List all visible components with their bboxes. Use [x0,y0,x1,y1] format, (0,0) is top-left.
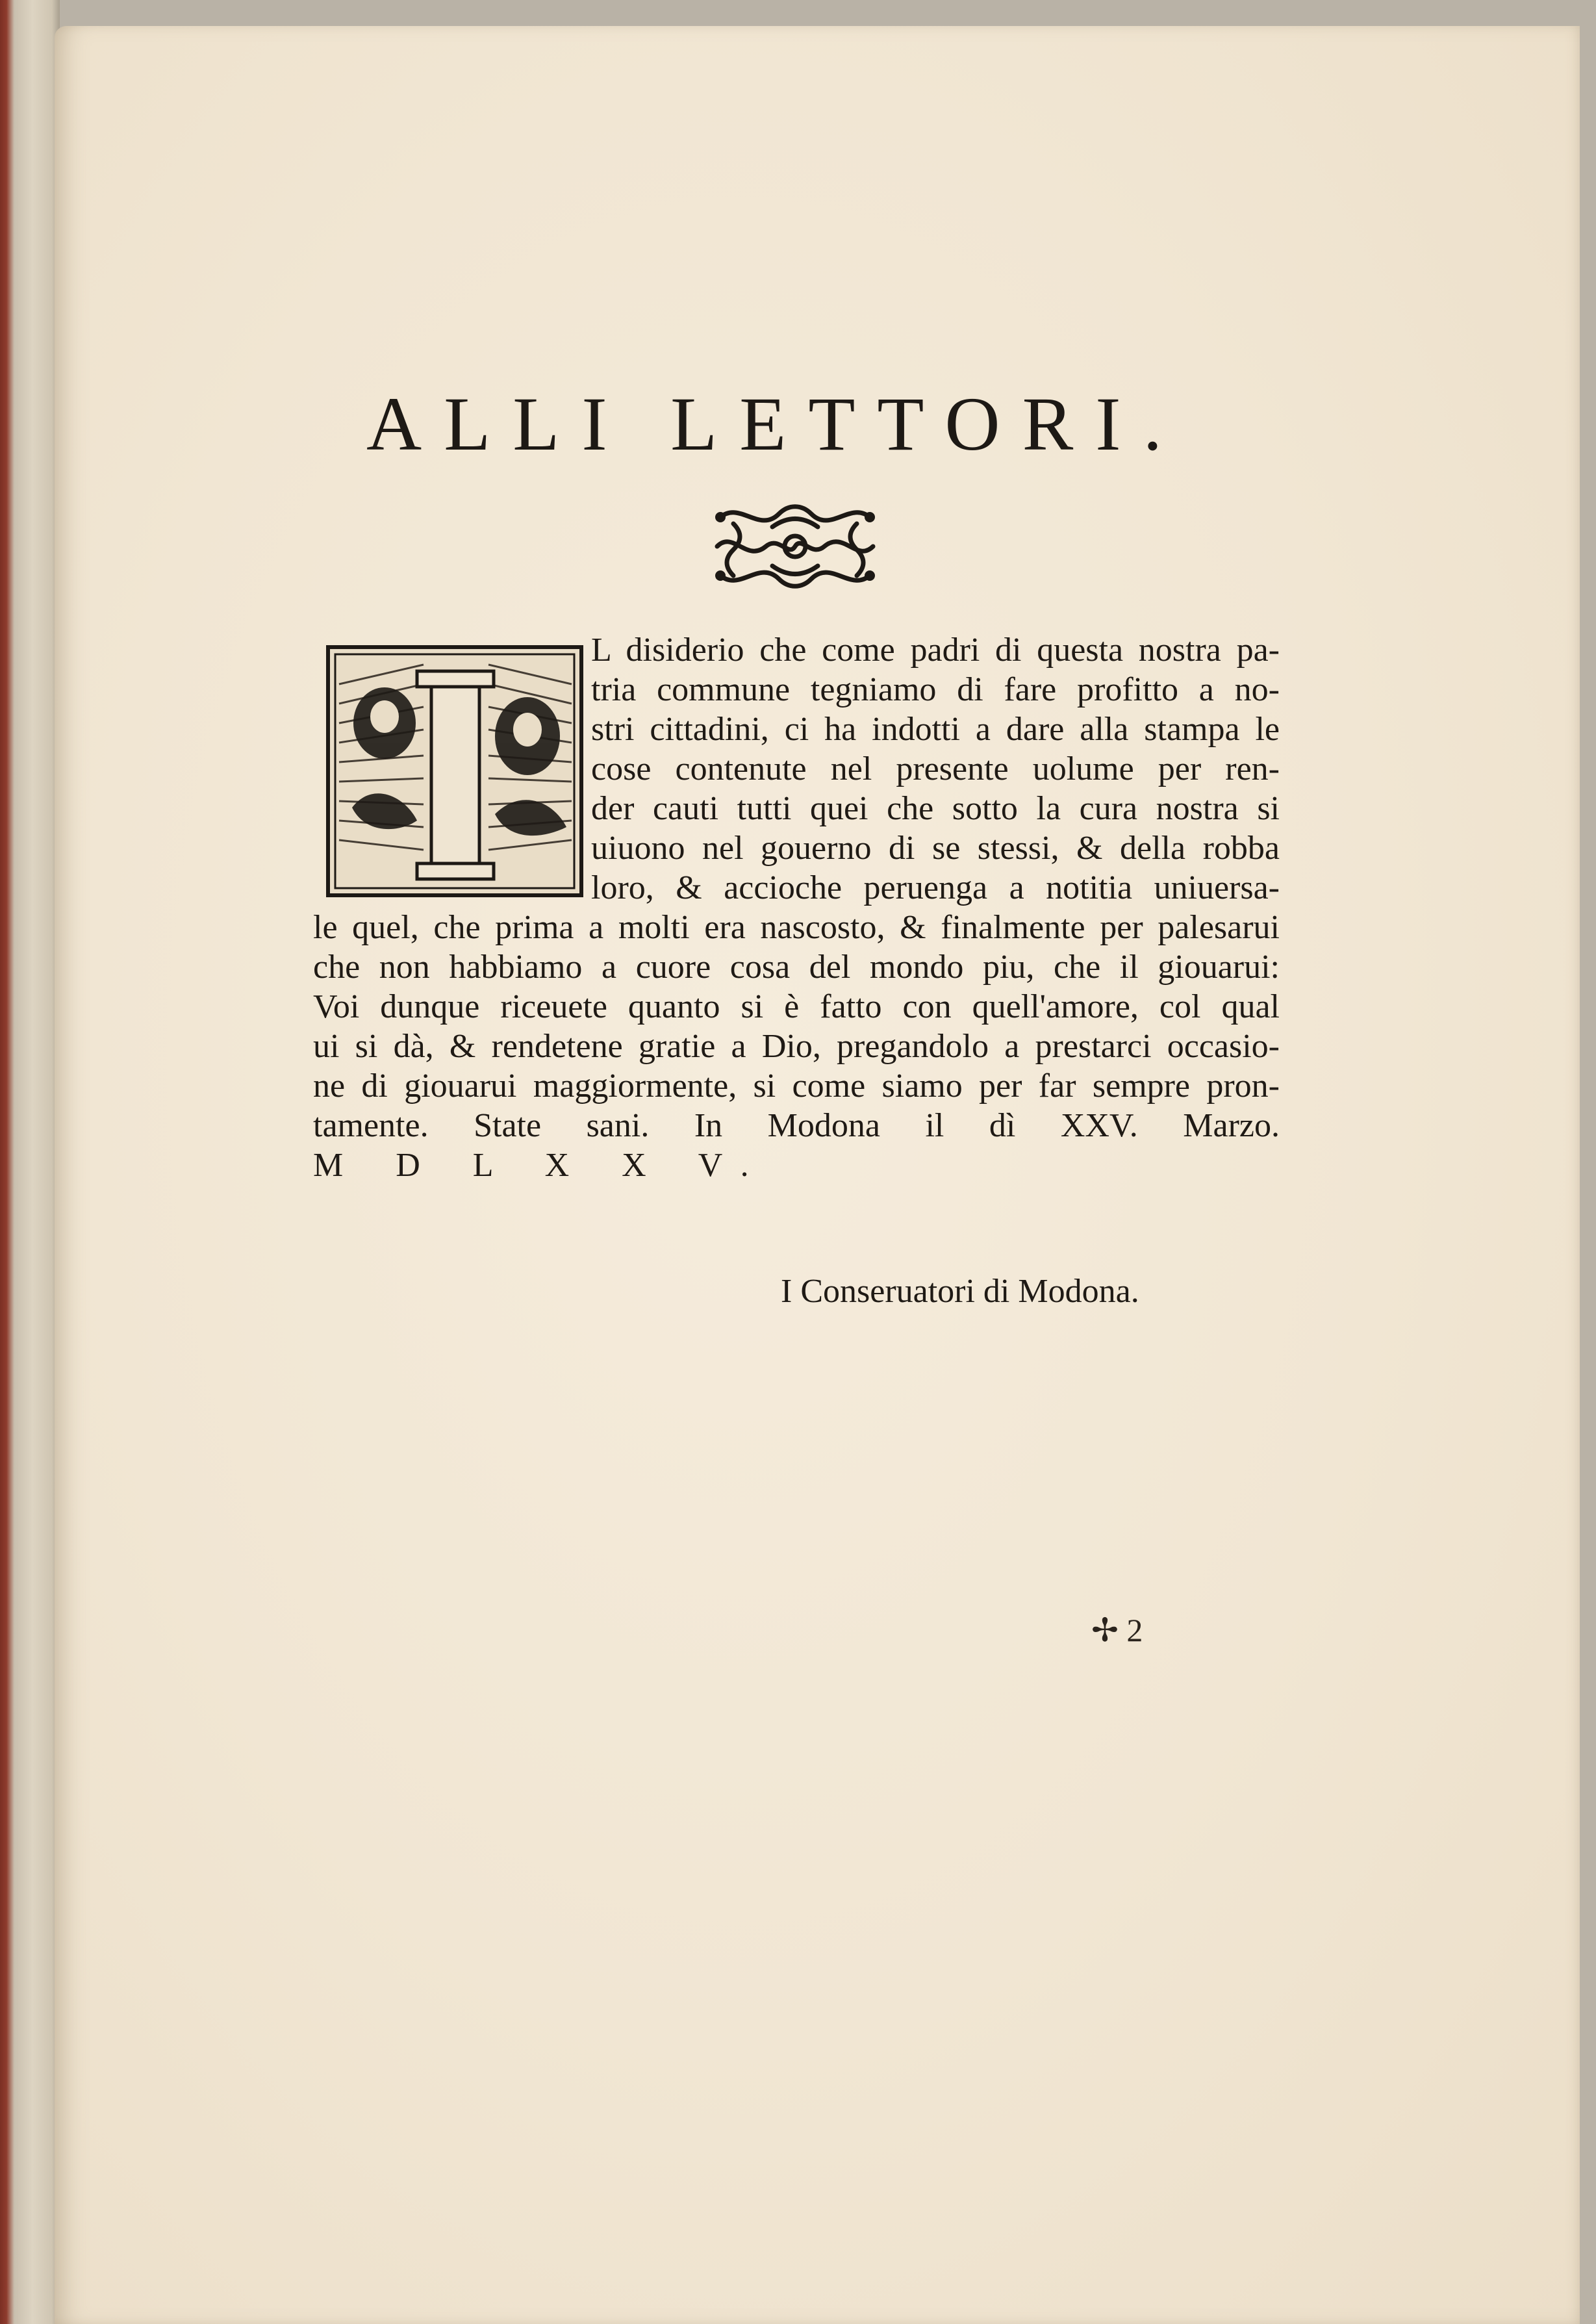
text-line: loro, & accioche peruenga a notitia uniuersa- [591,869,1280,906]
text-line: stri cittadini, ci ha indotti a dare alla stampa le [591,711,1280,748]
text-line: der cauti tutti quei che sotto la cura nostra si [591,790,1280,827]
page-title: ALLI LETTORI. [366,381,1185,466]
text-line: tamente. State sani. In Modona il dì XXV. Marzo. [313,1107,1280,1144]
text-line: Voi dunque riceuete quanto si è fatto con quell'amore, col qual [313,988,1280,1025]
printer-ornament-icon [707,498,883,595]
text-line: tria commune tegniamo di fare profitto a no- [591,671,1280,708]
preface-text [313,630,1280,1185]
date-line: M D L X X V. [313,1147,771,1184]
text-line: le quel, che prima a molti era nascosto, & finalmente per palesarui [313,909,1280,946]
text-line: L disiderio che come padri di questa nostra pa- [591,632,1280,669]
text-line: ui si dà, & rendetene gratie a Dio, pregandolo a prestarci occasio- [313,1028,1280,1065]
book-spine [0,0,60,2324]
text-line: ne di giouarui maggiormente, si come siamo per far sempre pron- [313,1067,1280,1105]
text-line: che non habbiamo a cuore cosa del mondo piu, che il giouarui: [313,949,1280,986]
text-line: uiuono nel gouerno di se stessi, & della robba [591,830,1280,867]
text-line: cose contenute nel presente uolume per ren- [591,750,1280,787]
book-page [55,26,1580,2324]
signature: I Conseruatori di Modona. [781,1273,1139,1310]
signature-mark: ✢ 2 [1091,1612,1143,1648]
